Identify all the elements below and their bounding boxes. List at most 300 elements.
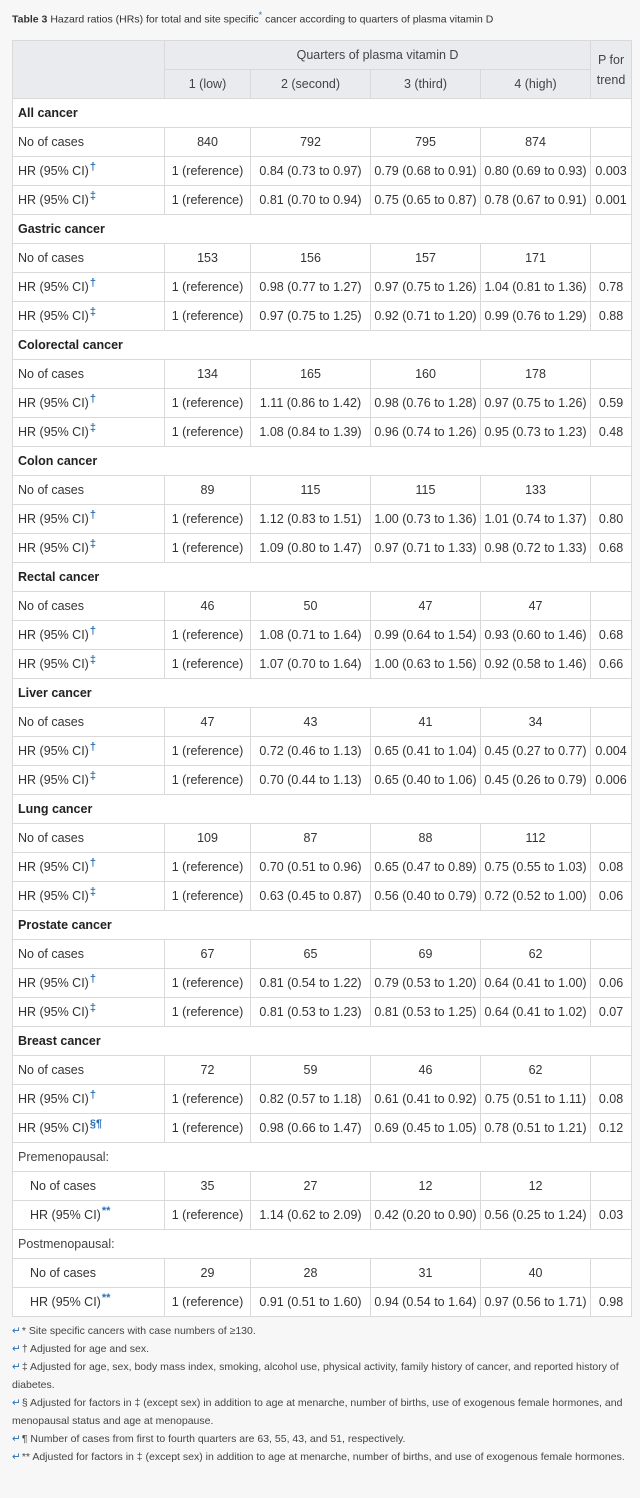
- p-trend-cell: 0.08: [591, 1085, 632, 1114]
- row-label-cell: [13, 1114, 165, 1143]
- row-label: No of cases: [18, 251, 85, 265]
- section-title: Breast cancer: [13, 1027, 632, 1056]
- value-cell-q3: 0.81 (0.53 to 1.25): [371, 998, 481, 1027]
- footnote-marker[interactable]: ‡: [89, 190, 96, 202]
- footnote-marker[interactable]: †: [89, 973, 96, 985]
- p-trend-cell: 0.001: [591, 186, 632, 215]
- value-cell-q4: 0.98 (0.72 to 1.33): [481, 534, 591, 563]
- value-cell-q4: 0.78 (0.51 to 1.21): [481, 1114, 591, 1143]
- row-label-cell: [13, 882, 165, 911]
- value-cell-q2: 0.98 (0.66 to 1.47): [251, 1114, 371, 1143]
- value-cell-q1: 72: [165, 1056, 251, 1085]
- value-cell-q1: 1 (reference): [165, 1114, 251, 1143]
- footnotes: [12, 1322, 630, 1466]
- value-cell-q4: 0.97 (0.56 to 1.71): [481, 1288, 591, 1317]
- footnote-marker[interactable]: †: [89, 161, 96, 173]
- value-cell-q4: 0.64 (0.41 to 1.00): [481, 969, 591, 998]
- table-row: [13, 1114, 632, 1143]
- footnote-marker[interactable]: †: [89, 857, 96, 869]
- row-label-cell: [13, 998, 165, 1027]
- p-trend-cell: [591, 592, 632, 621]
- row-label-cell: [13, 824, 165, 853]
- value-cell-q2: 87: [251, 824, 371, 853]
- p-trend-cell: 0.88: [591, 302, 632, 331]
- row-label: No of cases: [18, 599, 85, 613]
- value-cell-q2: 0.63 (0.45 to 0.87): [251, 882, 371, 911]
- value-cell-q4: 178: [481, 360, 591, 389]
- row-label-cell: [13, 476, 165, 505]
- table-row: [13, 708, 632, 737]
- section-row: [13, 215, 632, 244]
- table-row: [13, 128, 632, 157]
- table-row: [13, 1259, 632, 1288]
- value-cell-q2: 1.07 (0.70 to 1.64): [251, 650, 371, 679]
- section-row: [13, 911, 632, 940]
- value-cell-q2: 1.11 (0.86 to 1.42): [251, 389, 371, 418]
- footnote-back-arrow[interactable]: ↵: [12, 1361, 21, 1373]
- p-trend-cell: [591, 1172, 632, 1201]
- row-label-cell: [13, 766, 165, 795]
- value-cell-q3: 157: [371, 244, 481, 273]
- p-trend-cell: 0.12: [591, 1114, 632, 1143]
- p-trend-cell: 0.006: [591, 766, 632, 795]
- row-label: No of cases: [18, 1063, 85, 1077]
- value-cell-q2: 0.70 (0.44 to 1.13): [251, 766, 371, 795]
- value-cell-q4: 0.95 (0.73 to 1.23): [481, 418, 591, 447]
- value-cell-q4: 47: [481, 592, 591, 621]
- footnote-text: ¶ Number of cases from first to fourth quarters are 63, 55, 43, and 51, respectively.: [21, 1433, 406, 1445]
- value-cell-q3: 41: [371, 708, 481, 737]
- footnote-marker[interactable]: ‡: [89, 422, 96, 434]
- value-cell-q1: 35: [165, 1172, 251, 1201]
- table-row: [13, 940, 632, 969]
- value-cell-q1: 1 (reference): [165, 1288, 251, 1317]
- row-label: HR (95% CI): [18, 512, 89, 526]
- row-label-cell: [13, 1056, 165, 1085]
- row-label-cell: [13, 418, 165, 447]
- value-cell-q3: 0.69 (0.45 to 1.05): [371, 1114, 481, 1143]
- value-cell-q4: 0.92 (0.58 to 1.46): [481, 650, 591, 679]
- value-cell-q2: 65: [251, 940, 371, 969]
- header-quarter-2: 2 (second): [251, 70, 371, 99]
- table-row: [13, 157, 632, 186]
- p-trend-cell: 0.98: [591, 1288, 632, 1317]
- value-cell-q1: 47: [165, 708, 251, 737]
- value-cell-q4: 0.45 (0.26 to 0.79): [481, 766, 591, 795]
- footnote-back-arrow[interactable]: ↵: [12, 1451, 21, 1463]
- value-cell-q1: 29: [165, 1259, 251, 1288]
- value-cell-q3: 795: [371, 128, 481, 157]
- section-title: Rectal cancer: [13, 563, 632, 592]
- row-label-cell: [13, 157, 165, 186]
- value-cell-q4: 0.80 (0.69 to 0.93): [481, 157, 591, 186]
- section-row: [13, 331, 632, 360]
- table-row: [13, 1085, 632, 1114]
- footnote-back-arrow[interactable]: ↵: [12, 1397, 21, 1409]
- value-cell-q3: 0.98 (0.76 to 1.28): [371, 389, 481, 418]
- value-cell-q3: 0.99 (0.64 to 1.54): [371, 621, 481, 650]
- section-title: Colon cancer: [13, 447, 632, 476]
- value-cell-q4: 0.78 (0.67 to 0.91): [481, 186, 591, 215]
- value-cell-q1: 1 (reference): [165, 186, 251, 215]
- footnote-marker[interactable]: **: [101, 1205, 111, 1217]
- table-row: [13, 853, 632, 882]
- value-cell-q4: 112: [481, 824, 591, 853]
- footnote-item: [12, 1394, 630, 1430]
- value-cell-q2: 50: [251, 592, 371, 621]
- value-cell-q1: 840: [165, 128, 251, 157]
- footnote-item: [12, 1358, 630, 1394]
- value-cell-q3: 0.96 (0.74 to 1.26): [371, 418, 481, 447]
- table-row: [13, 824, 632, 853]
- value-cell-q4: 874: [481, 128, 591, 157]
- value-cell-q4: 0.75 (0.51 to 1.11): [481, 1085, 591, 1114]
- value-cell-q4: 171: [481, 244, 591, 273]
- value-cell-q3: 69: [371, 940, 481, 969]
- header-row-group: [13, 41, 632, 70]
- section-row: [13, 563, 632, 592]
- table-row: [13, 534, 632, 563]
- footnote-text: ‡ Adjusted for age, sex, body mass index, smoking, alcohol use, physical activity, family history of cancer, and reported history of diabetes.: [12, 1361, 619, 1391]
- footnote-marker[interactable]: †: [89, 393, 96, 405]
- value-cell-q4: 1.01 (0.74 to 1.37): [481, 505, 591, 534]
- footnote-back-arrow[interactable]: ↵: [12, 1325, 21, 1337]
- caption-text-after: cancer according to quarters of plasma vitamin D: [265, 13, 494, 26]
- table-caption: [12, 10, 632, 26]
- value-cell-q3: 0.97 (0.75 to 1.26): [371, 273, 481, 302]
- value-cell-q1: 1 (reference): [165, 882, 251, 911]
- row-label-cell: [13, 1288, 165, 1317]
- subgroup-title: Premenopausal:: [13, 1143, 632, 1172]
- row-label: No of cases: [18, 367, 85, 381]
- table-row: [13, 476, 632, 505]
- footnote-marker[interactable]: ‡: [89, 538, 96, 550]
- table-row: [13, 389, 632, 418]
- value-cell-q2: 0.81 (0.54 to 1.22): [251, 969, 371, 998]
- footnote-marker[interactable]: †: [89, 1089, 96, 1101]
- footnote-marker[interactable]: †: [89, 277, 96, 289]
- p-trend-cell: 0.08: [591, 853, 632, 882]
- p-trend-cell: 0.68: [591, 621, 632, 650]
- p-trend-cell: 0.003: [591, 157, 632, 186]
- value-cell-q2: 0.91 (0.51 to 1.60): [251, 1288, 371, 1317]
- footnote-item: [12, 1430, 630, 1448]
- value-cell-q4: 40: [481, 1259, 591, 1288]
- row-label: No of cases: [30, 1179, 97, 1193]
- value-cell-q3: 0.56 (0.40 to 0.79): [371, 882, 481, 911]
- p-trend-cell: 0.59: [591, 389, 632, 418]
- section-row: [13, 99, 632, 128]
- row-label-cell: [13, 1172, 165, 1201]
- value-cell-q2: 0.72 (0.46 to 1.13): [251, 737, 371, 766]
- value-cell-q3: 0.97 (0.71 to 1.33): [371, 534, 481, 563]
- p-trend-cell: 0.78: [591, 273, 632, 302]
- p-trend-cell: 0.07: [591, 998, 632, 1027]
- row-label: HR (95% CI): [18, 280, 89, 294]
- value-cell-q3: 0.42 (0.20 to 0.90): [371, 1201, 481, 1230]
- p-trend-cell: 0.68: [591, 534, 632, 563]
- footnote-back-arrow[interactable]: ↵: [12, 1343, 21, 1355]
- value-cell-q3: 0.79 (0.53 to 1.20): [371, 969, 481, 998]
- value-cell-q2: 1.08 (0.84 to 1.39): [251, 418, 371, 447]
- value-cell-q2: 165: [251, 360, 371, 389]
- caption-footnote-marker[interactable]: *: [258, 10, 263, 20]
- row-label-cell: [13, 244, 165, 273]
- value-cell-q1: 89: [165, 476, 251, 505]
- table-row: [13, 302, 632, 331]
- p-trend-cell: 0.80: [591, 505, 632, 534]
- p-trend-cell: [591, 940, 632, 969]
- subgroup-title: Postmenopausal:: [13, 1230, 632, 1259]
- value-cell-q4: 1.04 (0.81 to 1.36): [481, 273, 591, 302]
- row-label: HR (95% CI): [18, 309, 89, 323]
- row-label-cell: [13, 1201, 165, 1230]
- row-label: HR (95% CI): [18, 860, 89, 874]
- p-trend-cell: [591, 1056, 632, 1085]
- table-row: [13, 737, 632, 766]
- table-row: [13, 969, 632, 998]
- p-trend-cell: 0.004: [591, 737, 632, 766]
- value-cell-q1: 1 (reference): [165, 302, 251, 331]
- value-cell-q2: 27: [251, 1172, 371, 1201]
- table-label: Table 3: [12, 13, 48, 26]
- row-label: HR (95% CI): [18, 889, 89, 903]
- row-label: HR (95% CI): [18, 744, 89, 758]
- value-cell-q2: 1.08 (0.71 to 1.64): [251, 621, 371, 650]
- value-cell-q3: 0.94 (0.54 to 1.64): [371, 1288, 481, 1317]
- row-label: No of cases: [30, 1266, 97, 1280]
- row-label: HR (95% CI): [18, 628, 89, 642]
- row-label-cell: [13, 534, 165, 563]
- row-label: HR (95% CI): [18, 1005, 89, 1019]
- p-trend-cell: 0.48: [591, 418, 632, 447]
- section-title: All cancer: [13, 99, 632, 128]
- subgroup-row: [13, 1143, 632, 1172]
- row-label-cell: [13, 621, 165, 650]
- footnote-marker[interactable]: †: [89, 741, 96, 753]
- section-title: Colorectal cancer: [13, 331, 632, 360]
- footnote-item: [12, 1322, 630, 1340]
- header-blank-cell: [13, 41, 165, 99]
- footnote-marker[interactable]: ‡: [89, 770, 96, 782]
- row-label-cell: [13, 273, 165, 302]
- p-trend-cell: [591, 360, 632, 389]
- table-row: [13, 244, 632, 273]
- value-cell-q3: 1.00 (0.63 to 1.56): [371, 650, 481, 679]
- section-title: Lung cancer: [13, 795, 632, 824]
- row-label: HR (95% CI): [18, 541, 89, 555]
- value-cell-q3: 0.79 (0.68 to 0.91): [371, 157, 481, 186]
- footnote-marker[interactable]: §¶: [89, 1118, 103, 1130]
- value-cell-q4: 0.56 (0.25 to 1.24): [481, 1201, 591, 1230]
- table-row: [13, 1288, 632, 1317]
- table-row: [13, 998, 632, 1027]
- row-label: No of cases: [18, 947, 85, 961]
- value-cell-q3: 12: [371, 1172, 481, 1201]
- row-label: HR (95% CI): [18, 396, 89, 410]
- value-cell-q3: 47: [371, 592, 481, 621]
- value-cell-q3: 31: [371, 1259, 481, 1288]
- footnote-marker[interactable]: ‡: [89, 654, 96, 666]
- row-label-cell: [13, 505, 165, 534]
- section-title: Prostate cancer: [13, 911, 632, 940]
- p-trend-cell: 0.66: [591, 650, 632, 679]
- header-p-for-trend: P for trend: [591, 41, 632, 99]
- value-cell-q4: 62: [481, 1056, 591, 1085]
- value-cell-q2: 0.82 (0.57 to 1.18): [251, 1085, 371, 1114]
- value-cell-q1: 1 (reference): [165, 621, 251, 650]
- value-cell-q2: 1.09 (0.80 to 1.47): [251, 534, 371, 563]
- value-cell-q2: 0.81 (0.70 to 0.94): [251, 186, 371, 215]
- row-label-cell: [13, 1085, 165, 1114]
- row-label: HR (95% CI): [18, 1121, 89, 1135]
- value-cell-q4: 0.97 (0.75 to 1.26): [481, 389, 591, 418]
- value-cell-q4: 0.72 (0.52 to 1.00): [481, 882, 591, 911]
- value-cell-q4: 62: [481, 940, 591, 969]
- footnote-text: * Site specific cancers with case numbers of ≥130.: [21, 1325, 256, 1337]
- row-label: HR (95% CI): [18, 164, 89, 178]
- value-cell-q1: 1 (reference): [165, 389, 251, 418]
- row-label-cell: [13, 708, 165, 737]
- value-cell-q1: 153: [165, 244, 251, 273]
- row-label: HR (95% CI): [18, 976, 89, 990]
- row-label-cell: [13, 969, 165, 998]
- value-cell-q2: 0.98 (0.77 to 1.27): [251, 273, 371, 302]
- value-cell-q2: 59: [251, 1056, 371, 1085]
- value-cell-q1: 1 (reference): [165, 418, 251, 447]
- value-cell-q4: 0.75 (0.55 to 1.03): [481, 853, 591, 882]
- section-row: [13, 795, 632, 824]
- value-cell-q3: 0.92 (0.71 to 1.20): [371, 302, 481, 331]
- footnote-item: [12, 1340, 630, 1358]
- section-title: Gastric cancer: [13, 215, 632, 244]
- footnote-marker[interactable]: **: [101, 1292, 111, 1304]
- row-label-cell: [13, 940, 165, 969]
- value-cell-q2: 43: [251, 708, 371, 737]
- header-quarter-4: 4 (high): [481, 70, 591, 99]
- hazard-ratio-table: [12, 40, 632, 1317]
- table-row: [13, 360, 632, 389]
- value-cell-q2: 792: [251, 128, 371, 157]
- table-row: [13, 505, 632, 534]
- value-cell-q1: 109: [165, 824, 251, 853]
- value-cell-q4: 0.93 (0.60 to 1.46): [481, 621, 591, 650]
- table-row: [13, 766, 632, 795]
- value-cell-q2: 115: [251, 476, 371, 505]
- p-trend-cell: 0.06: [591, 969, 632, 998]
- value-cell-q1: 1 (reference): [165, 969, 251, 998]
- value-cell-q3: 115: [371, 476, 481, 505]
- value-cell-q1: 67: [165, 940, 251, 969]
- subgroup-row: [13, 1230, 632, 1259]
- row-label-cell: [13, 360, 165, 389]
- header-quarter-1: 1 (low): [165, 70, 251, 99]
- value-cell-q3: 160: [371, 360, 481, 389]
- value-cell-q1: 1 (reference): [165, 1085, 251, 1114]
- section-row: [13, 679, 632, 708]
- row-label: HR (95% CI): [18, 657, 89, 671]
- value-cell-q3: 1.00 (0.73 to 1.36): [371, 505, 481, 534]
- caption-text: Hazard ratios (HRs) for total and site specific: [50, 13, 259, 26]
- value-cell-q1: 1 (reference): [165, 737, 251, 766]
- value-cell-q2: 28: [251, 1259, 371, 1288]
- footnote-marker[interactable]: ‡: [89, 306, 96, 318]
- row-label-cell: [13, 389, 165, 418]
- value-cell-q1: 1 (reference): [165, 650, 251, 679]
- table-row: [13, 273, 632, 302]
- table-row: [13, 650, 632, 679]
- p-trend-cell: [591, 1259, 632, 1288]
- value-cell-q1: 46: [165, 592, 251, 621]
- row-label-cell: [13, 128, 165, 157]
- row-label-cell: [13, 737, 165, 766]
- value-cell-q2: 0.97 (0.75 to 1.25): [251, 302, 371, 331]
- table-row: [13, 621, 632, 650]
- value-cell-q1: 1 (reference): [165, 157, 251, 186]
- footnote-text: † Adjusted for age and sex.: [21, 1343, 150, 1355]
- value-cell-q3: 88: [371, 824, 481, 853]
- table-row: [13, 592, 632, 621]
- p-trend-cell: 0.03: [591, 1201, 632, 1230]
- value-cell-q3: 46: [371, 1056, 481, 1085]
- value-cell-q2: 0.81 (0.53 to 1.23): [251, 998, 371, 1027]
- footnote-marker[interactable]: †: [89, 509, 96, 521]
- table-row: [13, 1056, 632, 1085]
- row-label-cell: [13, 1259, 165, 1288]
- value-cell-q4: 34: [481, 708, 591, 737]
- table-row: [13, 882, 632, 911]
- value-cell-q2: 0.84 (0.73 to 0.97): [251, 157, 371, 186]
- p-trend-cell: [591, 476, 632, 505]
- row-label: HR (95% CI): [30, 1295, 101, 1309]
- section-row: [13, 447, 632, 476]
- value-cell-q4: 133: [481, 476, 591, 505]
- header-quarters-group: Quarters of plasma vitamin D: [165, 41, 591, 70]
- row-label: No of cases: [18, 135, 85, 149]
- value-cell-q1: 134: [165, 360, 251, 389]
- row-label-cell: [13, 302, 165, 331]
- row-label: No of cases: [18, 715, 85, 729]
- footnote-item: [12, 1448, 630, 1466]
- table-body: [13, 99, 632, 1317]
- table-row: [13, 186, 632, 215]
- value-cell-q3: 0.65 (0.41 to 1.04): [371, 737, 481, 766]
- value-cell-q1: 1 (reference): [165, 853, 251, 882]
- section-row: [13, 1027, 632, 1056]
- value-cell-q2: 156: [251, 244, 371, 273]
- table-row: [13, 418, 632, 447]
- value-cell-q3: 0.61 (0.41 to 0.92): [371, 1085, 481, 1114]
- row-label: HR (95% CI): [18, 193, 89, 207]
- footnote-marker[interactable]: †: [89, 625, 96, 637]
- footnote-marker[interactable]: ‡: [89, 1002, 96, 1014]
- row-label-cell: [13, 650, 165, 679]
- value-cell-q3: 0.65 (0.47 to 0.89): [371, 853, 481, 882]
- value-cell-q1: 1 (reference): [165, 766, 251, 795]
- footnote-text: ** Adjusted for factors in ‡ (except sex) in addition to age at menarche, number of births, and use of exogenous female hormones.: [21, 1451, 625, 1463]
- row-label: HR (95% CI): [30, 1208, 101, 1222]
- row-label-cell: [13, 853, 165, 882]
- value-cell-q2: 0.70 (0.51 to 0.96): [251, 853, 371, 882]
- value-cell-q1: 1 (reference): [165, 998, 251, 1027]
- value-cell-q2: 1.12 (0.83 to 1.51): [251, 505, 371, 534]
- value-cell-q2: 1.14 (0.62 to 2.09): [251, 1201, 371, 1230]
- footnote-text: § Adjusted for factors in ‡ (except sex) in addition to age at menarche, number of births, use of exogenous female hormones, and menopausal status and age at menopause.: [12, 1397, 623, 1427]
- footnote-marker[interactable]: ‡: [89, 886, 96, 898]
- value-cell-q4: 0.64 (0.41 to 1.02): [481, 998, 591, 1027]
- footnote-back-arrow[interactable]: ↵: [12, 1433, 21, 1445]
- row-label: HR (95% CI): [18, 773, 89, 787]
